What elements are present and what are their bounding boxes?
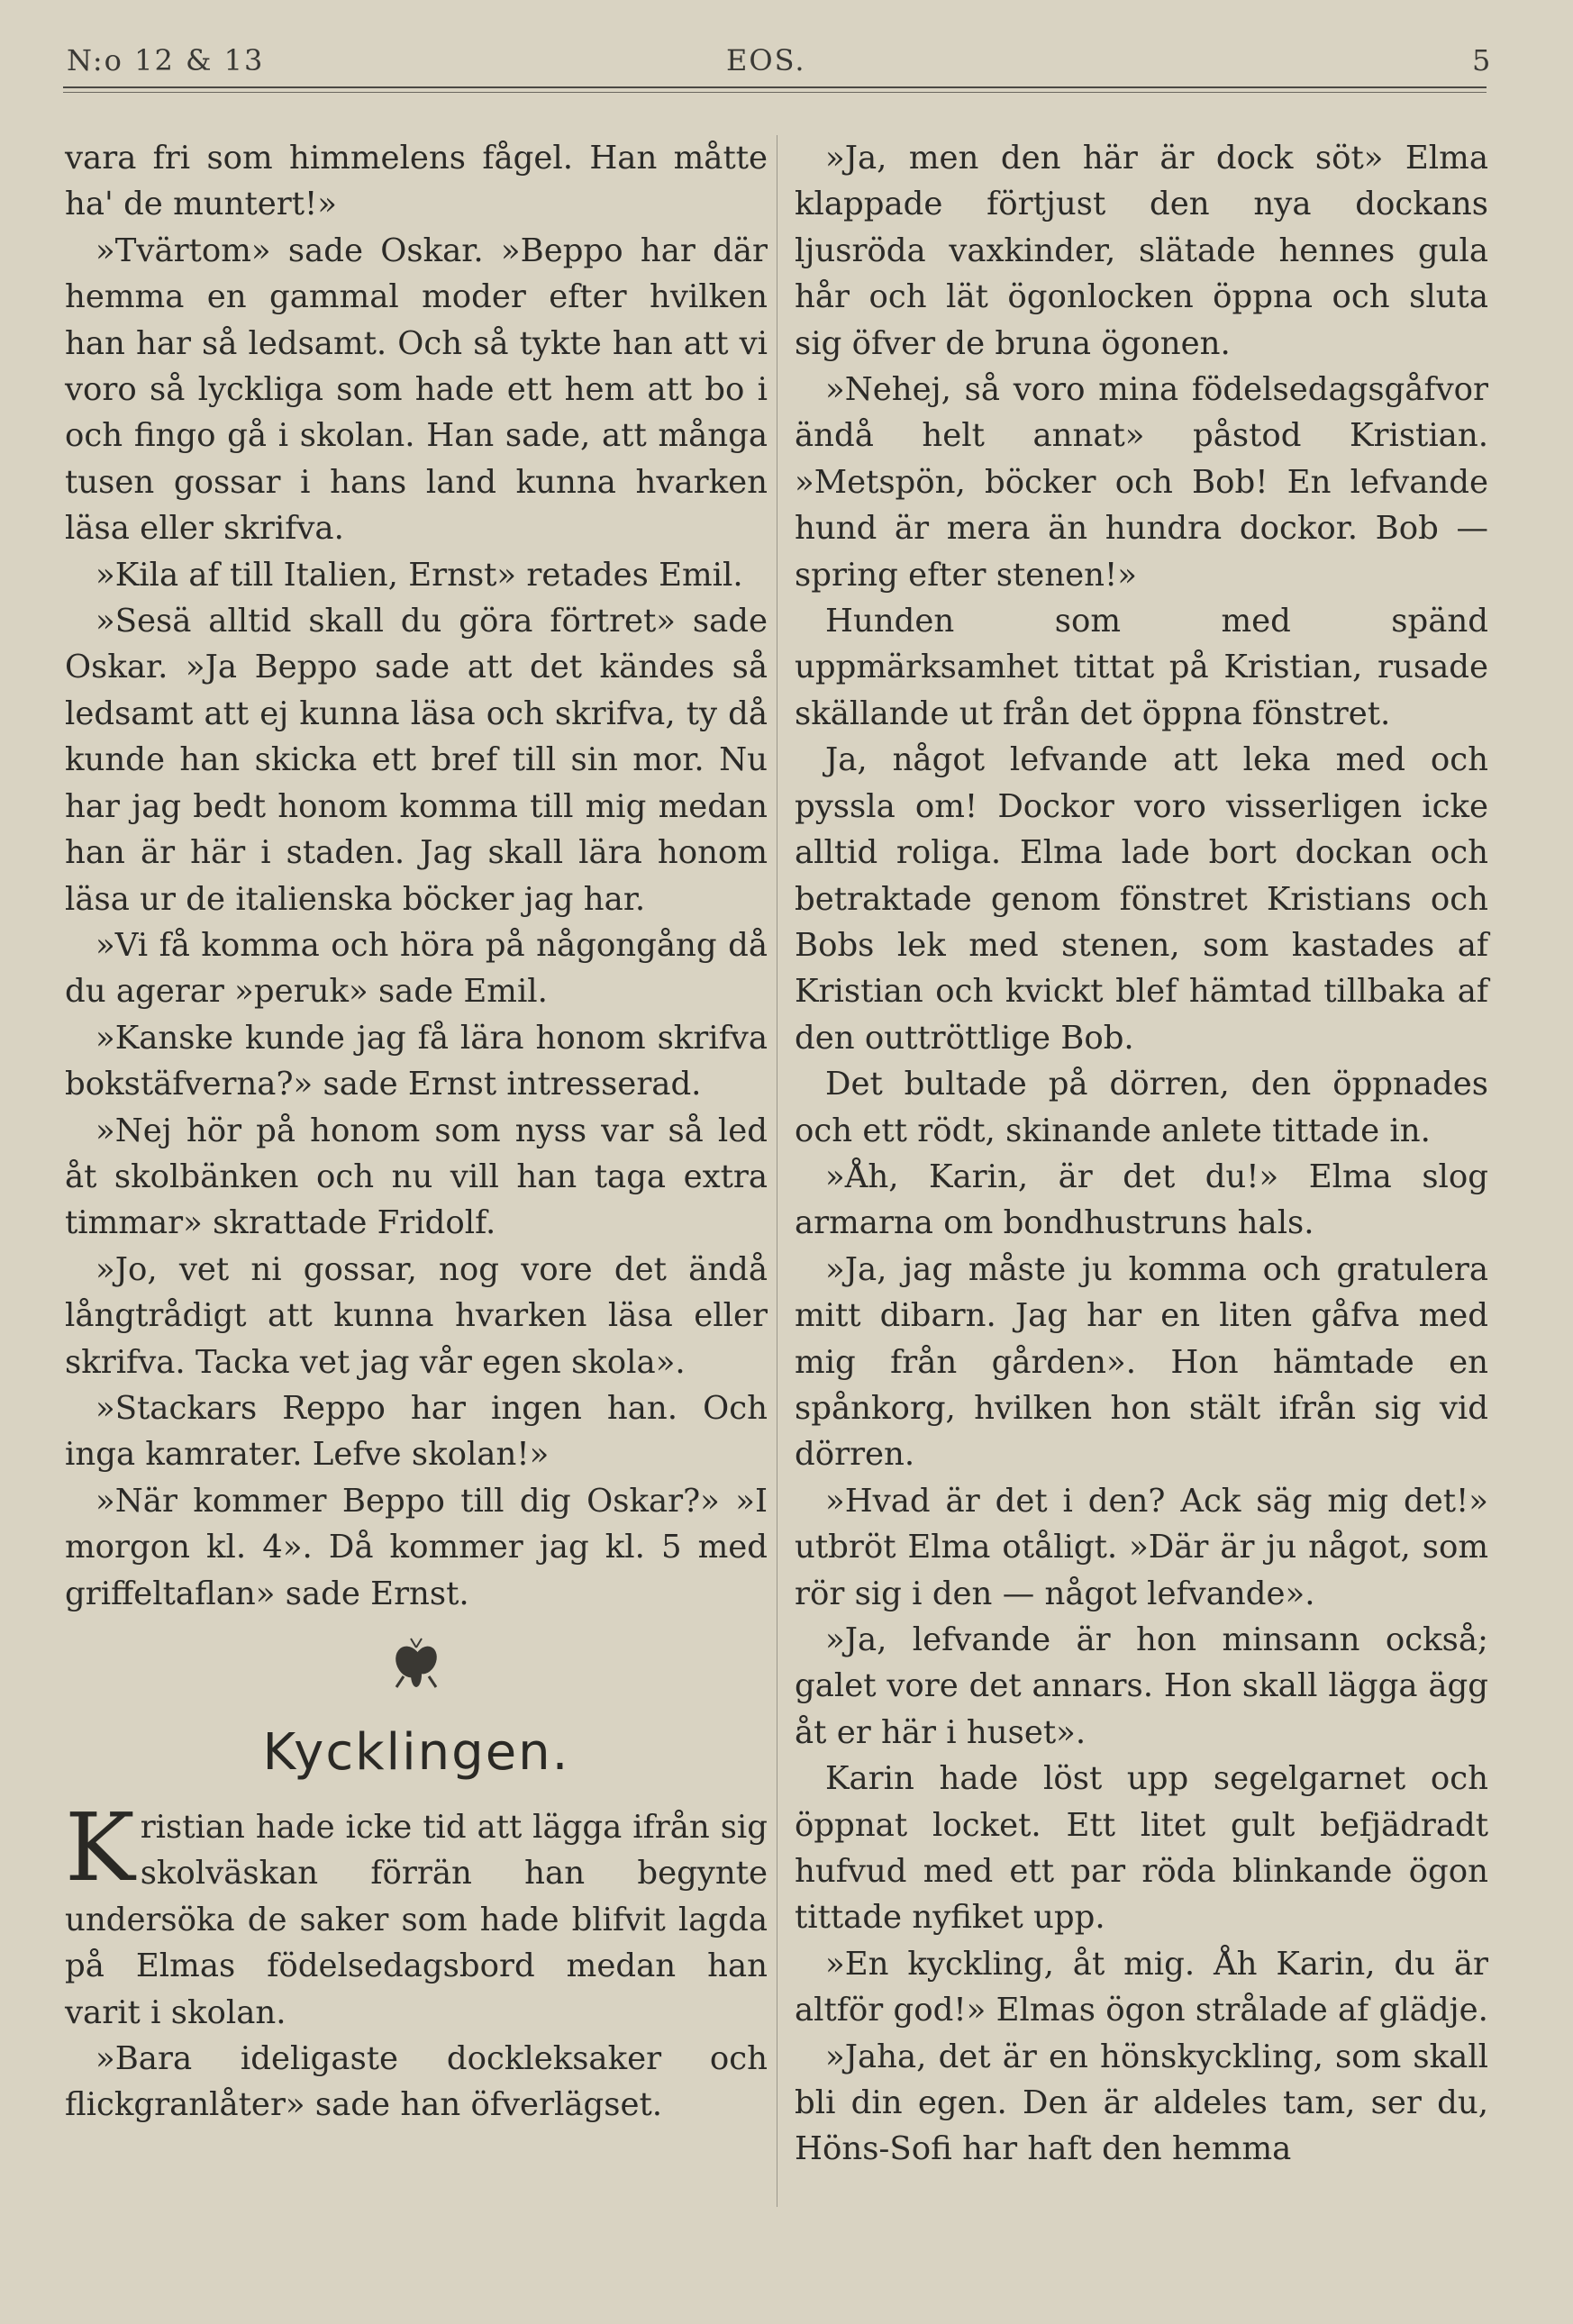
story-first-paragraph [65,1793,768,2036]
right-column [795,135,1488,2173]
paragraph: »Ja, lefvande är hon minsann också; galet vore det annars. Hon skall lägga ägg åt er här i huset». [795,1621,1488,1751]
paragraph: »Kila af till Italien, Ernst» retades Emil. [95,556,743,594]
paragraph: »Sesä alltid skall du göra förtret» sade Oskar. »Ja Beppo sade att det kändes så ledsamt att ej kunna läsa och skrifva, ty då kunde han skicka ett bref till sin mor. Nu har jag bedt honom komma till mig medan han är här i staden. Jag skall lära honom läsa ur de italienska böcker jag har. [65,603,768,918]
paragraph: »När kommer Beppo till dig Oskar?» »I morgon kl. 4». Då kommer jag kl. 5 med griffeltaflan» sade Ernst. [65,1482,768,1612]
story-first-text: ristian hade icke tid att lägga ifrån sig skolväskan förrän han begynte undersöka de saker som hade blifvit lagda på Elmas födelsedagsbord medan han varit i skolan. [65,1809,768,2031]
paragraph: »Tvärtom» sade Oskar. »Beppo har där hemma en gammal moder efter hvilken han har så ledsamt. Och så tykte han att vi voro så lyckliga som hade ett hem att bo i och fingo gå i skolan. Han sade, att många tusen gossar i hans land kunna hvarken läsa eller skrifva. [65,231,768,548]
header-rule-thin [63,92,1487,93]
paragraph: Det bultade på dörren, den öppnades och ett rödt, skinande anlete tittade in. [795,1066,1488,1149]
issue-number: N:o 12 & 13 [67,43,265,77]
paragraph: Karin hade löst upp segelgarnet och öppnat locket. Ett litet gult befjädradt hufvud med ett par röda blinkande ögon tittade nyfiket upp. [795,1760,1488,1937]
paragraph: »Jaha, det är en hönskyckling, som skall bli din egen. Den är aldeles tam, ser du, Höns-Sofi har haft den hemma [795,2038,1488,2168]
journal-title: EOS. [726,43,806,77]
left-column [65,135,768,2129]
page-number: 5 [1472,43,1493,77]
paragraph: »Hvad är det i den? Ack säg mig det!» utbröt Elma otåligt. »Där är ju något, som rör sig i den — något lefvande». [795,1482,1488,1612]
paragraph: Ja, något lefvande att leka med och pyssla om! Dockor voro visserligen icke alltid roliga. Elma lade bort dockan och betraktade genom fönstret Kristians och Bobs lek med stenen, som kastades af Kristian och kvickt blef hämtad tillbaka af den outtröttlige Bob. [795,741,1488,1057]
paragraph: »Stackars Reppo har ingen han. Och inga kamrater. Lefve skolan!» [65,1389,768,1474]
paragraph: »Vi få komma och höra på någongång då du agerar »peruk» sade Emil. [65,926,768,1011]
paragraph: »Bara ideligaste dockleksaker och flickgranlåter» sade han öfverlägset. [65,2040,768,2124]
page-header [0,0,1573,99]
paragraph: Hunden som med spänd uppmärksamhet tittat på Kristian, rusade skällande ut från det öppna fönstret. [795,603,1488,732]
paragraph: »Nej hör på honom som nyss var så led åt skolbänken och nu vill han taga extra timmar» skrattade Fridolf. [65,1112,768,1242]
header-rule [63,86,1487,88]
paragraph: »Jo, vet ni gossar, nog vore det ändå långtrådigt att kunna hvarken läsa eller skrifva. Tacka vet jag vår egen skola». [65,1250,768,1381]
paragraph: »Ja, jag måste ju komma och gratulera mitt dibarn. Jag har en liten gåfva med mig från gården». Hon hämtade en spånkorg, hvilken hon stält ifrån sig vid dörren. [795,1250,1488,1474]
paragraph: »En kyckling, åt mig. Åh Karin, du är altför god!» Elmas ögon strålade af glädje. [795,1945,1488,2029]
story-title: Kycklingen. [262,1723,570,1782]
paragraph: »Nehej, så voro mina födelsedagsgåfvor ändå helt annat» påstod Kristian. »Metspön, böcker och Bob! En lefvande hund är mera än hundra dockor. Bob — spring efter stenen!» [795,371,1488,594]
ornament-icon [65,1617,768,1716]
paragraph: »Ja, men den här är dock söt» Elma klappade förtjust den nya dockans ljusröda vaxkinder, slätade hennes gula hår och lät ögonlocken öppna och sluta sig öfver de bruna ögonen. [795,140,1488,362]
drop-cap: K [65,1793,135,1902]
paragraph: »Åh, Karin, är det du!» Elma slog armarna om bondhustruns hals. [795,1157,1488,1242]
paragraph: vara fri som himmelens fågel. Han måtte ha' de muntert!» [65,140,768,223]
paragraph: »Kanske kunde jag få lära honom skrifva bokstäfverna?» sade Ernst intresserad. [65,1019,768,1103]
